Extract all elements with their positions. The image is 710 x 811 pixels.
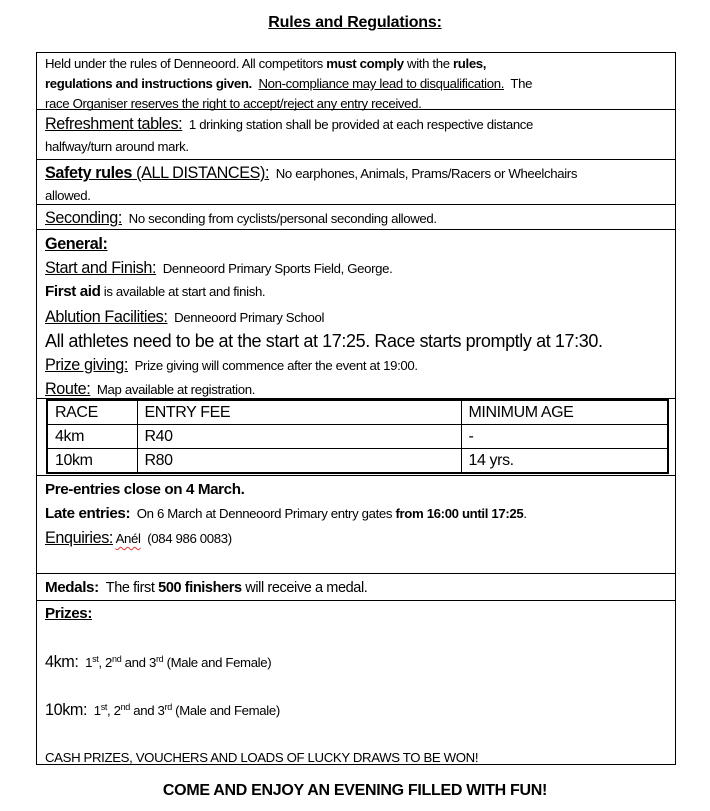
- intro-bold-rules: rules,: [453, 56, 487, 71]
- start-finish-label: Start and Finish:: [45, 259, 157, 278]
- seconding-line: [45, 206, 667, 230]
- cell-race: 4km: [47, 425, 137, 449]
- seconding-section: [37, 205, 675, 230]
- intro-line-3: race Organiser reserves the right to accept/reject any entry received.: [45, 96, 422, 111]
- prize-race: 4km:: [45, 653, 79, 671]
- place-2: , 2: [107, 703, 121, 718]
- first-aid-line: [45, 280, 667, 304]
- prize-item-4km: [45, 650, 667, 674]
- first-aid-label: First aid: [45, 283, 101, 301]
- medals-label: Medals:: [45, 579, 99, 596]
- prize-places: [85, 655, 271, 670]
- footer-slogan: COME AND ENJOY AN EVENING FILLED WITH FUN!: [162, 782, 548, 799]
- ordinal-suffix: nd: [120, 702, 130, 712]
- entries-section: [37, 476, 675, 574]
- intro-line-1: [45, 54, 667, 74]
- route-label: Route:: [45, 380, 91, 399]
- ordinal-suffix: rd: [155, 654, 164, 664]
- prize-giving-text: Prize giving will commence after the event at 19:00.: [127, 357, 418, 373]
- safety-label-bold: Safety rules: [45, 164, 132, 182]
- place-1: 1: [85, 655, 93, 670]
- safety-section: [37, 160, 675, 205]
- prizes-heading: Prizes:: [45, 605, 93, 622]
- place-3: and 3: [129, 703, 165, 718]
- cell-minimum-age: 14 yrs.: [461, 449, 668, 474]
- start-finish-line: [45, 256, 667, 280]
- late-entries-time: from 16:00 until 17:25: [395, 506, 524, 521]
- medals-bold-finishers: 500 finishers: [158, 580, 242, 596]
- enquiries-contact-name: Anél: [115, 531, 141, 546]
- table-row: [47, 425, 668, 449]
- prize-giving-line: [45, 353, 667, 377]
- late-entries-line: [45, 502, 667, 526]
- seconding-label: Seconding:: [45, 209, 123, 227]
- safety-label: [45, 164, 269, 182]
- ordinal-suffix: nd: [112, 654, 122, 664]
- refreshment-line-1: [45, 111, 667, 137]
- enquiries-line: [45, 526, 667, 550]
- medals-line: [45, 575, 667, 601]
- entry-fees-table: [46, 399, 669, 474]
- table-header-row: [47, 400, 668, 425]
- refreshment-section: [37, 110, 675, 160]
- enquiries-label: Enquiries:: [45, 529, 113, 547]
- cell-race: 10km: [47, 449, 137, 474]
- header-minimum-age: MINIMUM AGE: [461, 400, 668, 425]
- prize-places: [94, 703, 280, 718]
- safety-label-rest: (ALL DISTANCES):: [131, 164, 270, 182]
- cell-entry-fee: R40: [137, 425, 461, 449]
- ablution-label: Ablution Facilities:: [45, 307, 168, 326]
- page-title: Rules and Regulations:: [268, 14, 442, 31]
- late-entries-label: Late entries:: [45, 505, 131, 522]
- safety-text-2: allowed.: [45, 188, 91, 203]
- ordinal-suffix: st: [92, 654, 99, 664]
- refreshment-text: 1 drinking station shall be provided at each respective distance: [182, 117, 534, 132]
- prizes-section: [37, 601, 675, 764]
- medals-text: The first: [98, 580, 159, 596]
- intro-section: [37, 53, 675, 110]
- route-line: [45, 377, 667, 401]
- ablution-text: Denneoord Primary School: [167, 309, 325, 325]
- intro-text: with the: [403, 56, 454, 71]
- route-text: Map available at registration.: [90, 382, 256, 398]
- medals-section: [37, 574, 675, 601]
- seconding-text: No seconding from cyclists/personal seconding allowed.: [122, 211, 437, 226]
- intro-bold-must-comply: must comply: [326, 56, 404, 71]
- refreshment-text-2: halfway/turn around mark.: [45, 139, 189, 154]
- pre-entries-text: Pre-entries close on 4 March.: [45, 481, 245, 498]
- refreshment-label: Refreshment tables:: [45, 115, 183, 133]
- intro-text: Held under the rules of Denneoord. All competitors: [45, 56, 327, 71]
- enquiries-phone: (084 986 0083): [140, 531, 232, 546]
- cash-prizes-text: CASH PRIZES, VOUCHERS AND LOADS OF LUCKY DRAWS TO BE WON!: [45, 750, 479, 765]
- header-entry-fee: ENTRY FEE: [137, 400, 461, 425]
- cell-minimum-age: -: [461, 425, 668, 449]
- late-entries-text: On 6 March at Denneoord Primary entry gates: [130, 506, 396, 521]
- general-section: [37, 230, 675, 399]
- prize-category: (Male and Female): [171, 703, 280, 718]
- prize-category: (Male and Female): [163, 655, 272, 670]
- start-finish-text: Denneoord Primary Sports Field, George.: [156, 261, 393, 277]
- place-3: and 3: [121, 655, 156, 670]
- header-race: RACE: [47, 400, 137, 425]
- intro-line-2: [45, 74, 667, 94]
- spacer: [45, 626, 667, 650]
- ordinal-suffix: st: [100, 702, 108, 712]
- intro-bold-regulations: regulations and instructions given.: [45, 76, 252, 91]
- safety-line-1: [45, 161, 667, 187]
- place-2: , 2: [98, 655, 113, 670]
- intro-text: The: [504, 76, 533, 91]
- prize-giving-label: Prize giving:: [45, 355, 128, 374]
- safety-text: No earphones, Animals, Prams/Racers or Wheelchairs: [269, 166, 578, 181]
- spacer: [87, 703, 94, 718]
- general-heading: General:: [45, 235, 108, 253]
- spacer: [45, 722, 667, 746]
- late-entries-end: .: [523, 506, 527, 521]
- entry-fees-section: [37, 399, 675, 476]
- prize-race: 10km:: [45, 701, 88, 719]
- table-row: [47, 449, 668, 474]
- first-aid-text: is available at start and finish.: [100, 284, 266, 300]
- place-1: 1: [93, 703, 101, 718]
- prize-item-10km: [45, 698, 667, 722]
- rules-table: [36, 52, 676, 765]
- cell-entry-fee: R80: [137, 449, 461, 474]
- athletes-time-text: All athletes need to be at the start at 17:25. Race starts promptly at 17:30.: [45, 330, 603, 351]
- ablution-line: [45, 305, 667, 329]
- ordinal-suffix: rd: [164, 702, 172, 712]
- medals-text-2: will receive a medal.: [241, 580, 368, 596]
- spacer: [45, 674, 667, 698]
- non-compliance-text: Non-compliance may lead to disqualification.: [258, 76, 505, 91]
